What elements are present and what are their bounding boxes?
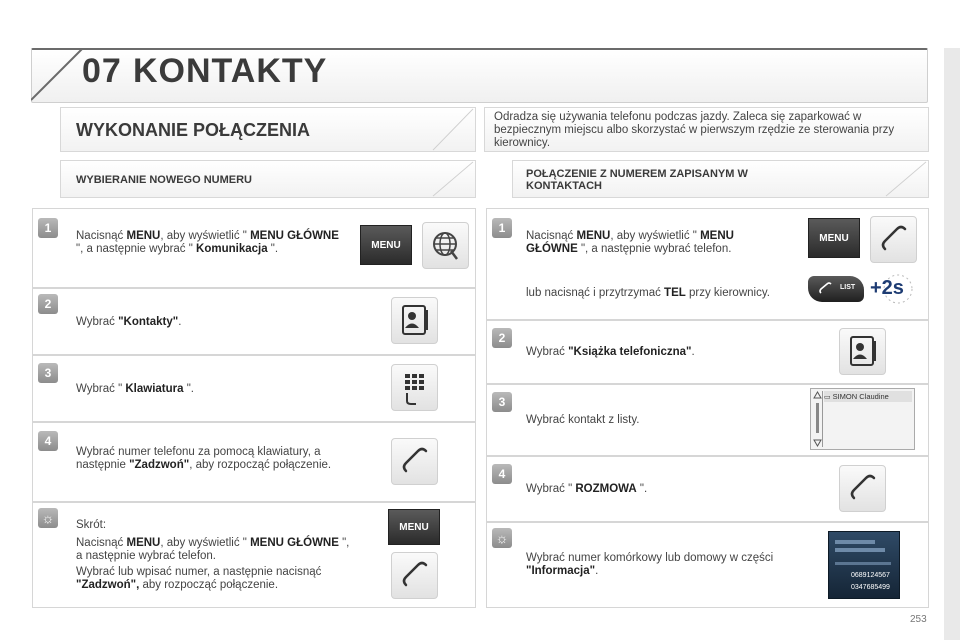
info-line xyxy=(835,548,885,552)
step-text: Wybrać "Kontakty". xyxy=(76,316,182,328)
step-text: Wybrać numer komórkowy lub domowy w części "Informacja". xyxy=(526,552,774,577)
list-label: LIST xyxy=(840,284,856,291)
step-badge: 4 xyxy=(38,431,58,451)
step-text: Wybrać kontakt z listy. xyxy=(526,414,640,426)
contact-info-screen xyxy=(828,531,900,599)
globe-icon xyxy=(422,222,469,269)
tip-icon: ☼ xyxy=(492,528,512,548)
step-text: Wybrać " Klawiatura ". xyxy=(76,383,195,395)
shortcut-text-2: Wybrać lub wpisać numer, a następnie nacisnąć "Zadzwoń", aby rozpocząć połączenie. xyxy=(76,566,322,591)
section-title: WYKONANIE POŁĄCZENIA xyxy=(76,120,310,140)
step-badge: 2 xyxy=(492,328,512,348)
step-text: Nacisnąć MENU, aby wyświetlić " MENU GŁÓWNE ", a następnie wybrać " Komunikacja ". xyxy=(76,230,339,255)
subsection-title-right: POŁĄCZENIE Z NUMEREM ZAPISANYM W KONTAKTACH xyxy=(526,168,748,192)
step-badge: 3 xyxy=(492,392,512,412)
info-line xyxy=(835,540,875,544)
step-badge: 1 xyxy=(492,218,512,238)
right-step-1 xyxy=(486,208,929,320)
contacts-book-icon xyxy=(391,297,438,344)
plus-2s-label: +2s xyxy=(870,277,904,299)
side-rail xyxy=(944,48,960,640)
menu-button-icon: MENU xyxy=(360,225,412,265)
step-text: Wybrać "Książka telefoniczna". xyxy=(526,346,695,358)
contacts-book-icon xyxy=(839,328,886,375)
chapter-number: 07 xyxy=(82,52,122,90)
menu-button-icon: MENU xyxy=(808,218,860,258)
phone-number-2: 0347685499 xyxy=(851,584,890,591)
step-alt-text: lub nacisnąć i przytrzymać TEL przy kierownicy. xyxy=(526,287,770,299)
step-text: Wybrać numer telefonu za pomocą klawiatury, a następnie "Zadzwoń", aby rozpocząć połączenie. xyxy=(76,446,332,471)
shortcut-label: Skrót: xyxy=(76,519,107,531)
step-text: Wybrać " ROZMOWA ". xyxy=(526,483,648,495)
shortcut-text-1: Nacisnąć MENU, aby wyświetlić " MENU GŁÓWNE ", a następnie wybrać telefon. xyxy=(76,537,350,562)
list-scrollbar xyxy=(813,391,823,447)
menu-button-icon: MENU xyxy=(388,509,440,545)
phone-icon xyxy=(870,216,917,263)
shortcut-icon: ☼ xyxy=(38,508,58,528)
phone-icon xyxy=(839,465,886,512)
subsection-title-left: WYBIERANIE NOWEGO NUMERU xyxy=(76,174,252,186)
steering-list-button-icon xyxy=(808,276,864,302)
page-number: 253 xyxy=(910,614,927,625)
step-badge: 3 xyxy=(38,363,58,383)
phone-icon xyxy=(391,552,438,599)
hold-2s-icon xyxy=(868,273,916,305)
chapter-title: KONTAKTY xyxy=(133,52,328,90)
phone-number-1: 0689124567 xyxy=(851,572,890,579)
step-badge: 4 xyxy=(492,464,512,484)
step-badge: 1 xyxy=(38,218,58,238)
contact-list-screen xyxy=(810,388,915,450)
info-line xyxy=(835,562,891,565)
phone-icon xyxy=(391,438,438,485)
step-text: Nacisnąć MENU, aby wyświetlić " MENU GŁÓWNE ", a następnie wybrać telefon. xyxy=(526,230,734,255)
step-badge: 2 xyxy=(38,294,58,314)
intro-text: Odradza się używania telefonu podczas jazdy. Zaleca się zaparkować w bezpiecznym miejscu albo skorzystać w pierwszym rzędzie ze sterowania przy kierownicy. xyxy=(494,111,895,149)
contact-list-item: ▭ SIMON Claudine xyxy=(824,391,912,402)
keypad-icon xyxy=(391,364,438,411)
